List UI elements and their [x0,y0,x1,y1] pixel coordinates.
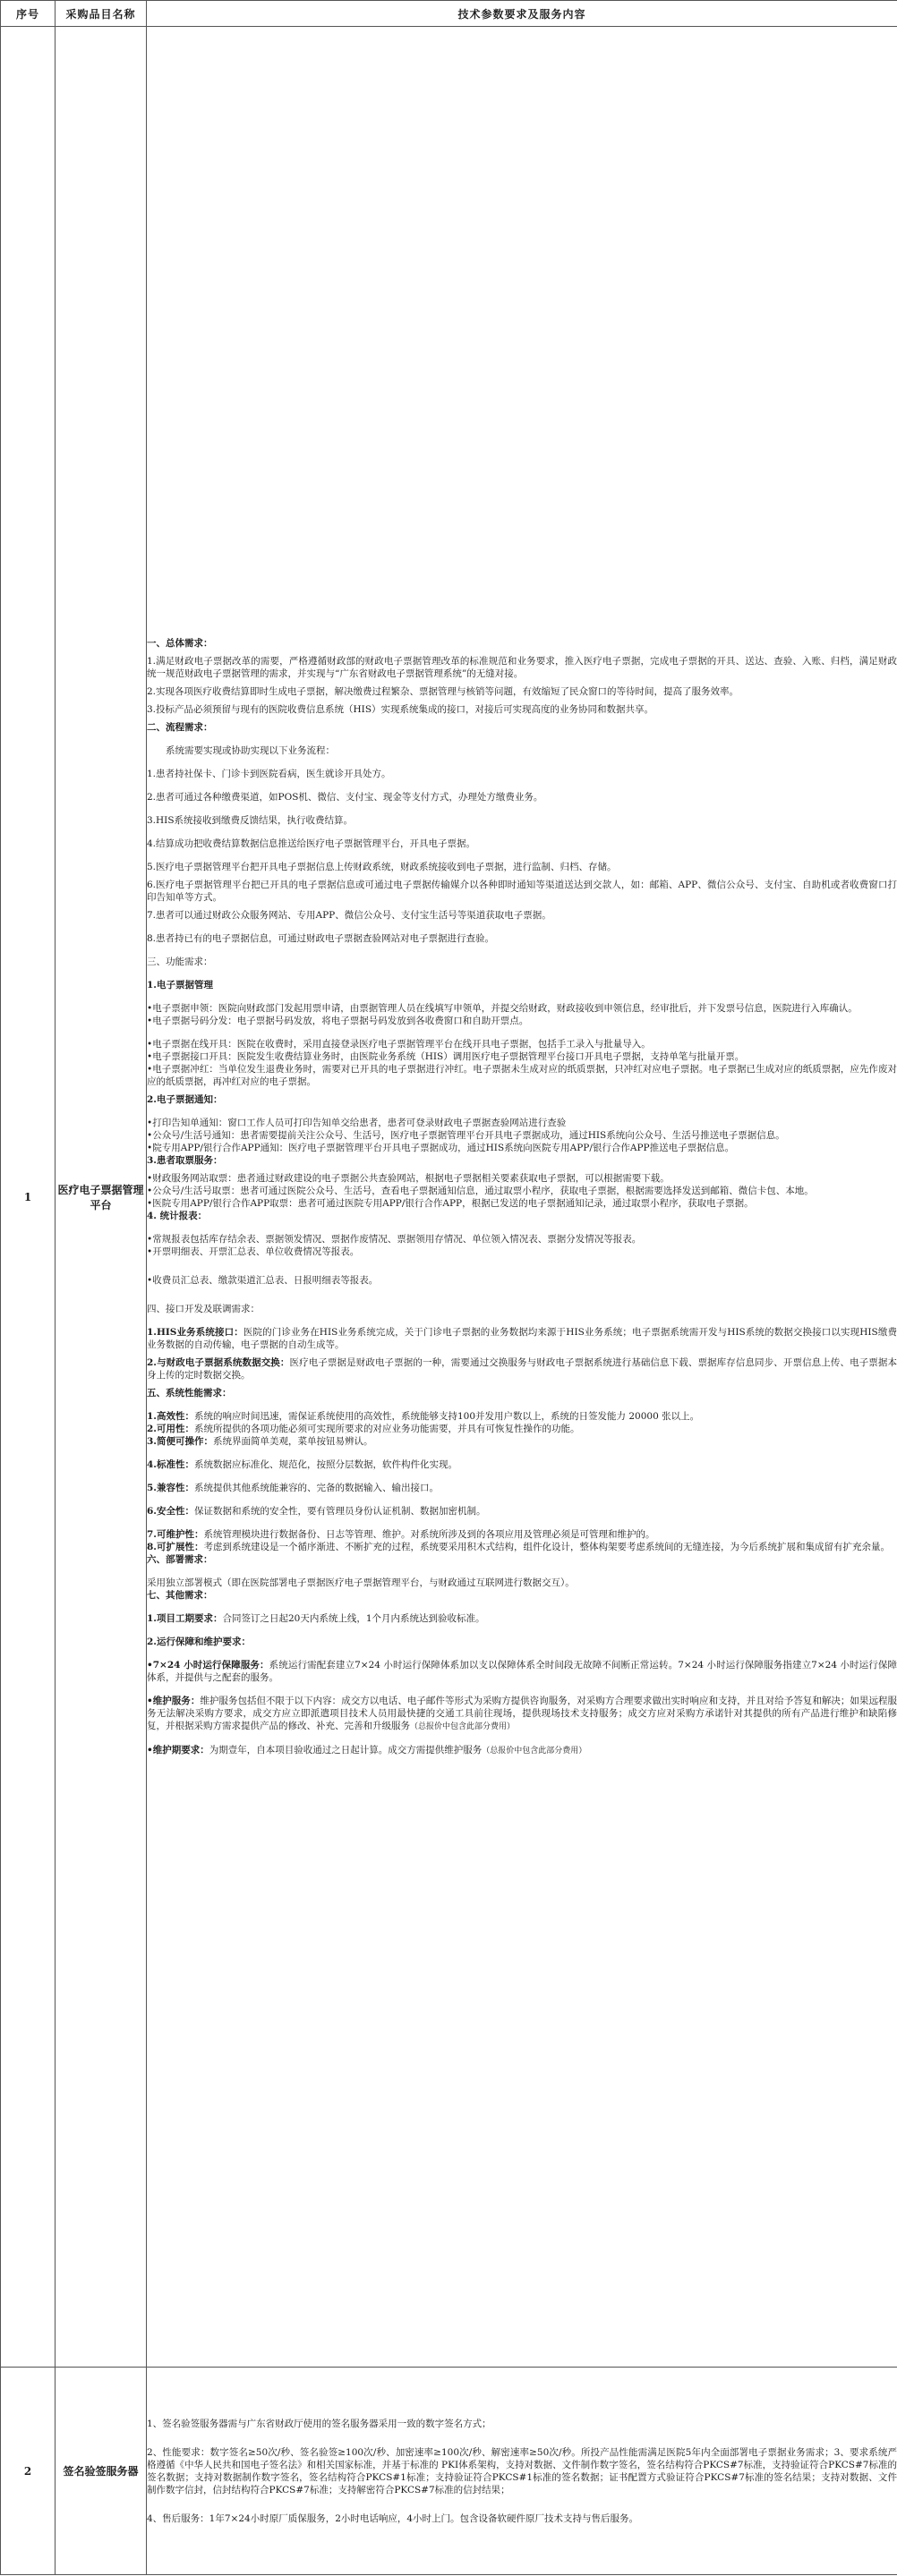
subsection-title: 2.运行保障和维护要求： [147,1636,251,1647]
paragraph-lead: 8.可扩展性： [147,1541,204,1552]
section-title: 二、流程需求： [147,721,213,733]
bullet-lead: •维护期要求： [147,1744,209,1756]
table-row [1,2368,897,2575]
bullet-item: •电子票据在线开具：医院在收费时，采用直接登录医疗电子票据管理平台在线开具电子票据，包括手工录入与批量导入。 [147,1038,651,1050]
paragraph: 1.患者持社保卡、门诊卡到医院看病，医生就诊开具处方。 [147,768,391,779]
subsection-title: 3.患者取票服务： [147,1154,223,1166]
header-index: 序号 [1,1,56,27]
bullet-lead: •维护服务： [147,1695,201,1706]
paragraph-lead: 1.HIS业务系统接口： [147,1326,243,1338]
section-title: 四、接口开发及联调需求： [147,1303,260,1314]
paragraph-lead: 3.简便可操作： [147,1435,213,1447]
paragraph: 系统需要实现或协助实现以下业务流程： [166,744,335,756]
section-title: 六、部署需求： [147,1553,213,1565]
bullet-lead: •7×24 小时运行保障服务： [147,1659,269,1671]
paragraph-body: 医疗电子票据是财政电子票据的一种，需要通过交换服务与财政电子票据系统进行基础信息下载、票据库存信息同步、开票信息上传、电子票据本身上传的定时数据交换。 [147,1356,897,1381]
paragraph-body: 系统界面简单美观，菜单按钮易辨认。 [212,1435,373,1447]
section-title: 一、总体需求： [147,637,213,649]
bullet-item: •院专用APP/银行合作APP通知：医疗电子票据管理平台开具电子票据成功，通过HIS系统向医院专用APP/银行合作APP推送电子票据信息。 [147,1142,735,1153]
paragraph-lead: 1.高效性： [147,1410,194,1422]
paragraph-lead: 6.安全性： [147,1505,194,1517]
section-title: 七、其他需求： [147,1589,213,1601]
paragraph [147,1356,897,1382]
paragraph-body: 系统数据应标准化、规范化，按照分层数据，软件构件化实现。 [193,1458,457,1470]
paragraph-lead: 2.可用性： [147,1423,194,1434]
paragraph: 2.实现各项医疗收费结算即时生成电子票据，解决缴费过程繁杂、票据管理与核销等问题，有效缩短了民众窗口的等待时间，提高了服务效率。 [147,685,739,697]
section-title: 五、系统性能需求： [147,1387,232,1399]
section-title: 三、功能需求： [147,956,213,967]
paragraph-body: 系统提供其他系统能兼容的、完备的数据输入、输出接口。 [193,1482,439,1493]
paragraph: 6.医疗电子票据管理平台把已开具的电子票据信息或可通过电子票据传输媒介以各种即时通知等渠道送达到交款人，如：邮箱、APP、微信公众号、支付宝、自助机或者收费窗口打印告知单等方式。 [147,879,897,903]
bullet-item [147,1744,897,1757]
paragraph: 采用独立部署模式（即在医院部署电子票据医疗电子票据管理平台，与财政通过互联网进行数据交互）。 [147,1577,575,1588]
bullet-item: •开票明细表、开票汇总表、单位收费情况等报表。 [147,1245,360,1257]
bullet-item: •财政服务网站取票：患者通过财政建设的电子票据公共查验网站，根据电子票据相关要素获取电子票据，可以根据需要下载。 [147,1172,670,1184]
paragraph [147,1423,897,1435]
bullet-item: •常规报表包括库存结余表、票据领发情况、票据作废情况、票据领用存情况、单位领入情况表、票据分发情况等报表。 [147,1233,642,1245]
header-spec: 技术参数要求及服务内容 [147,1,897,27]
paragraph [147,1410,897,1423]
bullet-body: 维护服务包括但不限于以下内容：成交方以电话、电子邮件等形式为采购方提供咨询服务，对采购方合理要求做出实时响应和支持，并且对给予答复和解决；如果远程服务无法解决采购方要求，成交方应立即派遣项目技术人员用最快捷的交通工具前往现场，提供现场技术支持服务；成交方应对采购方承诺针对其提供的所有产品进行维护和缺陷修复，并根据采购方需求提供产品的修改、补充、完善和升级服务 [147,1695,897,1731]
bullet-body: 系统运行需配套建立7×24 小时运行保障体系加以支以保障体系全时间段无故障不间断正常运转。7×24 小时运行保障服务指建立7×24 小时运行保障体系，并提供与之配套的服务。 [147,1659,897,1683]
bullet-item: •医院专用APP/银行合作APP取票：患者可通过医院专用APP/银行合作APP，根据已发送的电子票据通知记录，通过取票小程序，获取电子票据。 [147,1197,754,1209]
row-spec-content [147,2368,897,2575]
bullet-item: •电子票据冲红：当单位发生退费业务时，需要对已开具的电子票据进行冲红。电子票据未生成对应的纸质票据，只冲红对应电子票据。电子票据已生成对应的纸质票据，应先作废对应的纸质票据，再冲红对应的电子票据。 [147,1063,897,1087]
bullet-note: （总报价中包含此部分费用） [482,1746,587,1756]
paragraph-body: 系统的响应时间迅速，需保证系统使用的高效性，系统能够支持100并发用户数以上，系统的日签发能力 20000 张以上。 [193,1410,700,1422]
paragraph: 1、签名验签服务器需与广东省财政厅使用的签名服务器采用一致的数字签名方式； [147,2418,491,2429]
paragraph: 4.结算成功把收费结算数据信息推送给医疗电子票据管理平台，开具电子票据。 [147,837,476,849]
bullet-item [147,1695,897,1733]
paragraph-body: 系统管理模块进行数据备份、日志等管理、维护。对系统所涉及到的各项应用及管理必须是可管理和维护的。 [203,1528,655,1540]
bullet-note: （总报价中包含此部分费用） [410,1722,516,1731]
bullet-body: 为期壹年，自本项目验收通过之日起计算。成交方需提供维护服务 [209,1744,483,1756]
paragraph-body: 考虑到系统建设是一个循序渐进、不断扩充的过程，系统要采用积木式结构，组件化设计，整体构架要考虑系统间的无缝连接，为今后系统扩展和集成留有扩充余量。 [203,1541,890,1552]
paragraph [147,1541,897,1553]
bullet-item: •收费员汇总表、缴款渠道汇总表、日报明细表等报表。 [147,1274,379,1286]
paragraph-body: 医院的门诊业务在HIS业务系统完成，关于门诊电子票据的业务数据均来源于HIS业务系统；电子票据系统需开发与HIS系统的数据交换接口以实现HIS缴费业务数据的自动传输，电子票据的自动生成等。 [147,1326,897,1350]
bullet-item: •电子票据接口开具：医院发生收费结算业务时，由医院业务系统（HIS）调用医疗电子票据管理平台接口开具电子票据，支持单笔与批量开票。 [147,1050,745,1062]
paragraph: 2、性能要求：数字签名≥50次/秒、签名验签≥100次/秒、加密速率≥100次/秒、解密速率≥50次/秒。所投产品性能需满足医院5年内全面部署电子票据业务需求；3、要求系统严格遵循《中华人民共和国电子签名法》和相关国家标准，并基于标准的 PKI体系架构，支持对数据、文件制作数字签名，签名结构符合PKCS#7标准，支持验证符合PKCS#7标准的签名数据；支持对数据制作数字签名，签名结构符合PKCS#1标准；支持验证符合PKCS#1标准的签名数据；证书配置方式验证符合PKCS#7标准的签名结果；支持对数据、文件制作数字信封，信封结构符合PKCS#7标准；支持解密符合PKCS#7标准的信封结果； [147,2446,897,2495]
bullet-item: •电子票据申领：医院向财政部门发起用票申请，由票据管理人员在线填写申领单，并提交给财政，财政接收到申领信息，经审批后，并下发票号信息，医院进行入库确认。 [147,1002,858,1014]
paragraph: 2.患者可通过各种缴费渠道，如POS机、微信、支付宝、现金等支付方式，办理处方缴费业务。 [147,791,543,803]
paragraph-body: 合同签订之日起20天内系统上线，1个月内系统达到验收标准。 [222,1612,485,1624]
row-item-name: 医疗电子票据管理平台 [56,27,147,2368]
subsection-title: 4. 统计报表： [147,1210,208,1221]
paragraph [147,1482,897,1494]
paragraph-body: 系统所提供的各项功能必须可实现所要求的对应业务功能需要，并具有可恢复性操作的功能。 [193,1423,580,1434]
bullet-item: •公众号/生活号通知：患者需要提前关注公众号、生活号，医疗电子票据管理平台开具电子票据成功，通过HIS系统向公众号、生活号推送电子票据信息。 [147,1129,785,1141]
paragraph: 4、售后服务：1年7×24小时原厂质保服务，2小时电话响应，4小时上门。包含设备软硬件原厂技术支持与售后服务。 [147,2512,639,2524]
row-index: 2 [1,2368,56,2575]
bullet-item: •打印告知单通知：窗口工作人员可打印告知单交给患者，患者可登录财政电子票据查验网站进行查验 [147,1117,567,1128]
paragraph-lead: 1.项目工期要求： [147,1612,223,1624]
bullet-item [147,1659,897,1684]
paragraph-lead: 5.兼容性： [147,1482,194,1493]
header-row [1,1,897,27]
paragraph-lead: 7.可维护性： [147,1528,204,1540]
paragraph [147,1435,897,1448]
header-item-name: 采购品目名称 [56,1,147,27]
paragraph [147,1505,897,1518]
paragraph: 1.满足财政电子票据改革的需要，严格遵循财政部的财政电子票据管理改革的标准规范和业务要求，推入医疗电子票据，完成电子票据的开具、送达、查验、入账、归档，满足财政统一规范财政电子票据管理的需求，并实现与“广东省财政电子票据管理系统”的无缝对接。 [147,655,897,679]
paragraph: 5.医疗电子票据管理平台把开具电子票据信息上传财政系统，财政系统接收到电子票据，进行监制、归档、存储。 [147,861,617,872]
subsection-title: 1.电子票据管理 [147,979,213,990]
paragraph [147,1458,897,1471]
table-row [1,27,897,2368]
paragraph: 3.HIS系统接收到缴费反馈结果，执行收费结算。 [147,814,354,826]
row-spec-content [147,27,897,2368]
row-item-name: 签名验签服务器 [56,2368,147,2575]
paragraph [147,1528,897,1541]
paragraph: 7.患者可以通过财政公众服务网站、专用APP、微信公众号、支付宝生活号等渠道获取电子票据。 [147,909,551,921]
paragraph-body: 保证数据和系统的安全性，要有管理员身份认证机制、数据加密机制。 [193,1505,486,1517]
bullet-item: •电子票据号码分发：电子票据号码发放，将电子票据号码发放到各收费窗口和自助开票点。 [147,1015,529,1026]
paragraph: 8.患者持已有的电子票据信息，可通过财政电子票据查验网站对电子票据进行查验。 [147,932,495,944]
paragraph [147,1612,897,1625]
paragraph-lead: 2.与财政电子票据系统数据交换： [147,1356,290,1368]
row-index: 1 [1,27,56,2368]
paragraph [147,1326,897,1351]
bullet-item: •公众号/生活号取票：患者可通过医院公众号、生活号，查看电子票据通知信息，通过取票小程序，获取电子票据，根据需要选择发送到邮箱、微信卡包、本地。 [147,1185,814,1196]
paragraph: 3.投标产品必须预留与现有的医院收费信息系统（HIS）实现系统集成的接口，对接后可实现高度的业务协同和数据共享。 [147,703,654,715]
paragraph-lead: 4.标准性： [147,1458,194,1470]
subsection-title: 2.电子票据通知： [147,1093,223,1105]
